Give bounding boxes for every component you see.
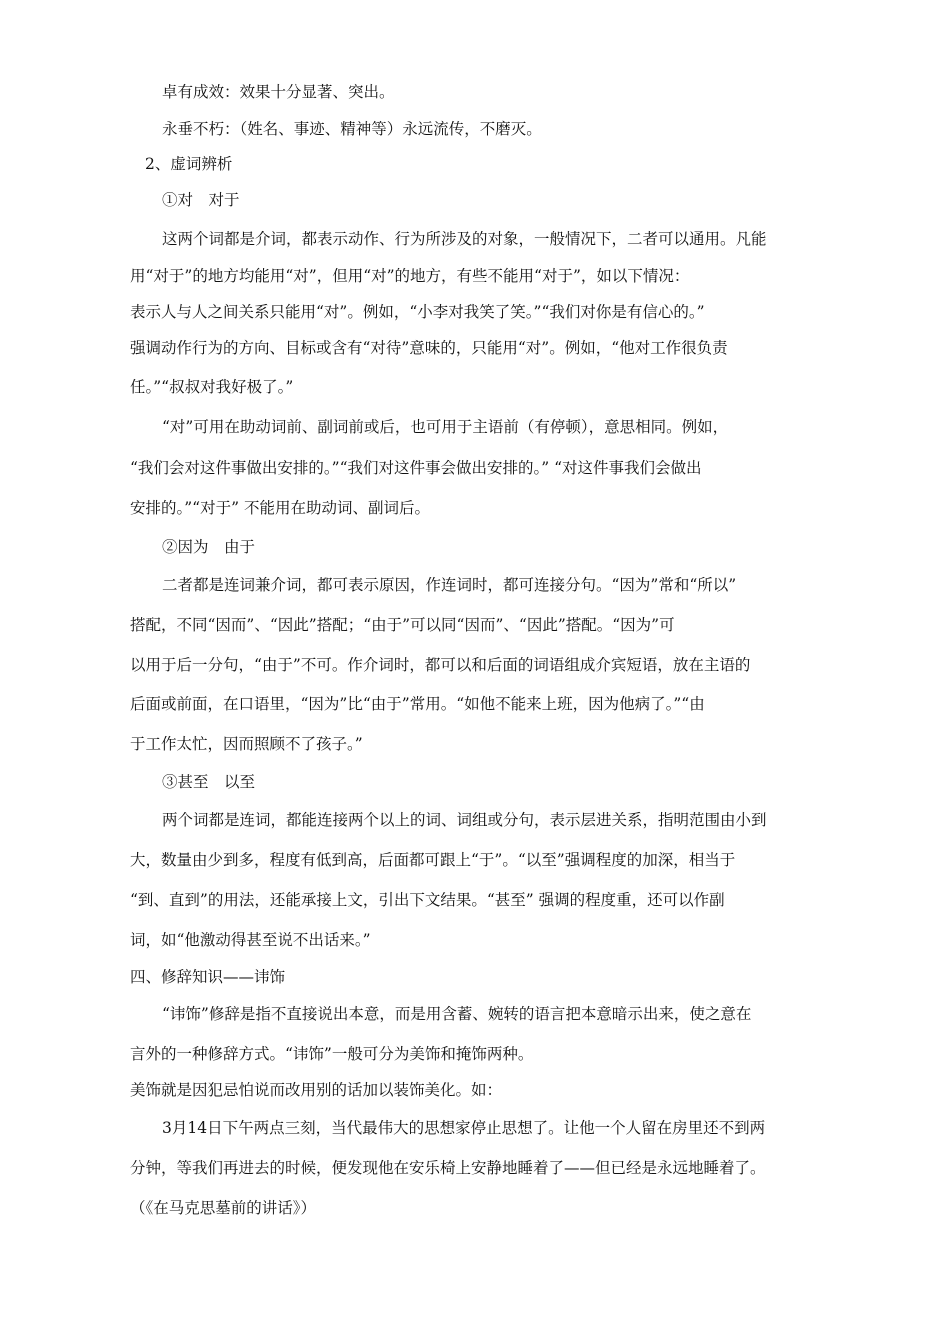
text-line: 大，数量由少到多，程度有低到高，后面都可跟上“于”。“以至”强调程度的加深，相当于 xyxy=(130,851,736,869)
subsection-heading: ③甚至 以至 xyxy=(162,773,256,791)
section-heading: 2、虚词辨析 xyxy=(145,155,233,173)
text-line: 以用于后一分句，“由于”不可。作介词时，都可以和后面的词语组成介宾短语，放在主语的 xyxy=(130,656,751,674)
text-line: 这两个词都是介词，都表示动作、行为所涉及的对象，一般情况下，二者可以通用。凡能 xyxy=(162,230,767,248)
text-line: 美饰就是因犯忌怕说而改用别的话加以装饰美化。如： xyxy=(130,1081,503,1099)
text-line: 用“对于”的地方均能用“对”，但用“对”的地方，有些不能用“对于”，如以下情况： xyxy=(130,267,690,285)
text-line: 安排的。”“对于” 不能用在助动词、副词后。 xyxy=(130,499,430,517)
text-line: 卓有成效：效果十分显著、突出。 xyxy=(162,83,395,101)
text-line: 表示人与人之间关系只能用“对”。例如，“小李对我笑了笑。”“我们对你是有信心的。” xyxy=(130,303,705,321)
text-line: 3月14日下午两点三刻，当代最伟大的思想家停止思想了。让他一个人留在房里还不到两 xyxy=(162,1119,766,1137)
text-line: “我们会对这件事做出安排的。”“我们对这件事会做出安排的。” “对这件事我们会做出 xyxy=(130,459,702,477)
text-line: 两个词都是连词，都能连接两个以上的词、词组或分句，表示层进关系，指明范围由小到 xyxy=(162,811,767,829)
text-line: 言外的一种修辞方式。“讳饰”一般可分为美饰和掩饰两种。 xyxy=(130,1045,534,1063)
text-line: 任。”“叔叔对我好极了。” xyxy=(130,378,294,396)
text-line: “讳饰”修辞是指不直接说出本意，而是用含蓄、婉转的语言把本意暗示出来，使之意在 xyxy=(162,1005,752,1023)
text-line: 分钟，等我们再进去的时候，便发现他在安乐椅上安静地睡着了——但已经是永远地睡着了。 xyxy=(130,1159,766,1177)
text-line: “到、直到”的用法，还能承接上文，引出下文结果。“甚至” 强调的程度重，还可以作副 xyxy=(130,891,725,909)
text-line: 二者都是连词兼介词，都可表示原因，作连词时，都可连接分句。“因为”常和“所以” xyxy=(162,576,737,594)
text-line: 强调动作行为的方向、目标或含有“对待”意味的，只能用“对”。例如，“他对工作很负责 xyxy=(130,339,728,357)
text-line: “对”可用在助动词前、副词前或后，也可用于主语前（有停顿），意思相同。例如， xyxy=(162,418,729,436)
subsection-heading: ②因为 由于 xyxy=(162,538,256,556)
text-line: 永垂不朽：（姓名、事迹、精神等）永远流传，不磨灭。 xyxy=(162,120,542,138)
text-line: 后面或前面，在口语里，“因为”比“由于”常用。“如他不能来上班，因为他病了。”“由 xyxy=(130,695,705,713)
text-line: 词，如“他激动得甚至说不出话来。” xyxy=(130,931,371,949)
text-line: 于工作太忙，因而照顾不了孩子。” xyxy=(130,735,363,753)
text-line: 搭配，不同“因而”、“因此”搭配；“由于”可以同“因而”、“因此”搭配。“因为”可 xyxy=(130,616,675,634)
section-heading: 四、修辞知识——讳饰 xyxy=(130,968,286,986)
citation: （《在马克思墓前的讲话》） xyxy=(130,1199,317,1217)
subsection-heading: ①对 对于 xyxy=(162,191,240,209)
